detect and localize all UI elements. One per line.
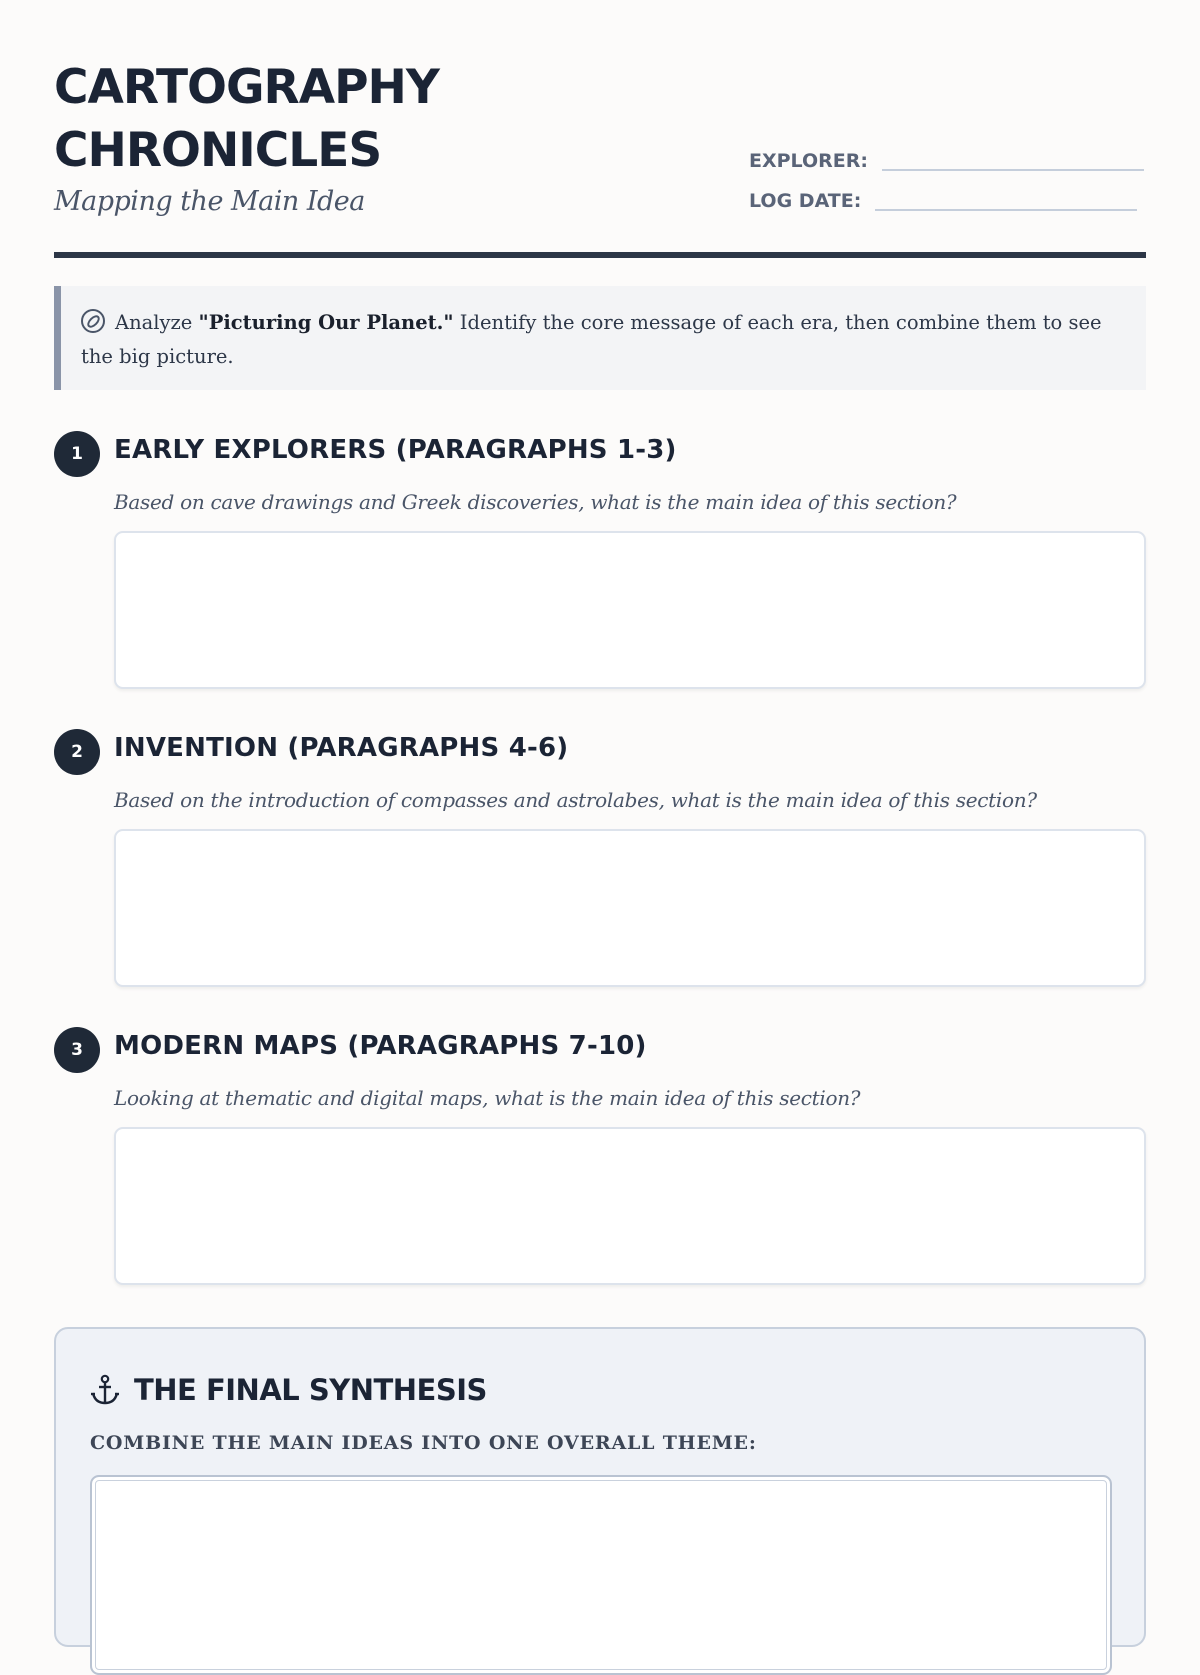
explorer-label: EXPLORER: bbox=[749, 150, 868, 172]
section-prompt: Looking at thematic and digital maps, what is the main idea of this section? bbox=[114, 1086, 861, 1110]
compass-icon bbox=[81, 309, 105, 333]
log-date-field bbox=[749, 190, 1137, 212]
section-number-badge: 1 bbox=[54, 431, 100, 477]
worksheet-header bbox=[54, 0, 1146, 258]
synthesis-heading bbox=[90, 1373, 487, 1407]
section-title: MODERN MAPS (PARAGRAPHS 7-10) bbox=[114, 1031, 647, 1061]
instructions-lead: Analyze bbox=[115, 311, 199, 334]
final-synthesis-panel bbox=[54, 1327, 1146, 1647]
worksheet-subtitle: Mapping the Main Idea bbox=[54, 186, 365, 217]
explorer-input-line[interactable] bbox=[882, 169, 1144, 171]
synthesis-title: THE FINAL SYNTHESIS bbox=[134, 1373, 487, 1407]
answer-box-modern-maps[interactable] bbox=[114, 1127, 1146, 1285]
section-number-badge: 2 bbox=[54, 729, 100, 775]
section-number-badge: 3 bbox=[54, 1027, 100, 1073]
synthesis-answer-box[interactable] bbox=[90, 1475, 1112, 1675]
worksheet-title: CARTOGRAPHY CHRONICLES bbox=[54, 60, 439, 178]
answer-box-early-explorers[interactable] bbox=[114, 531, 1146, 689]
section-prompt: Based on cave drawings and Greek discoveries, what is the main idea of this section? bbox=[114, 490, 957, 514]
section-title: INVENTION (PARAGRAPHS 4-6) bbox=[114, 733, 569, 763]
log-date-input-line[interactable] bbox=[875, 209, 1137, 211]
explorer-field bbox=[749, 150, 1144, 172]
log-date-label: LOG DATE: bbox=[749, 190, 862, 212]
section-prompt: Based on the introduction of compasses and astrolabes, what is the main idea of this section? bbox=[114, 788, 1037, 812]
section-title: EARLY EXPLORERS (PARAGRAPHS 1-3) bbox=[114, 435, 677, 465]
header-divider bbox=[54, 252, 1146, 258]
worksheet-page bbox=[54, 0, 1146, 1454]
answer-box-invention[interactable] bbox=[114, 829, 1146, 987]
anchor-icon bbox=[90, 1374, 120, 1406]
instructions-source-title: "Picturing Our Planet." bbox=[198, 311, 454, 334]
instructions-callout bbox=[54, 286, 1146, 390]
synthesis-prompt: COMBINE THE MAIN IDEAS INTO ONE OVERALL THEME: bbox=[90, 1432, 757, 1454]
instructions-body: Identify the core message of each era, then combine them to see the big picture. bbox=[81, 311, 1102, 368]
